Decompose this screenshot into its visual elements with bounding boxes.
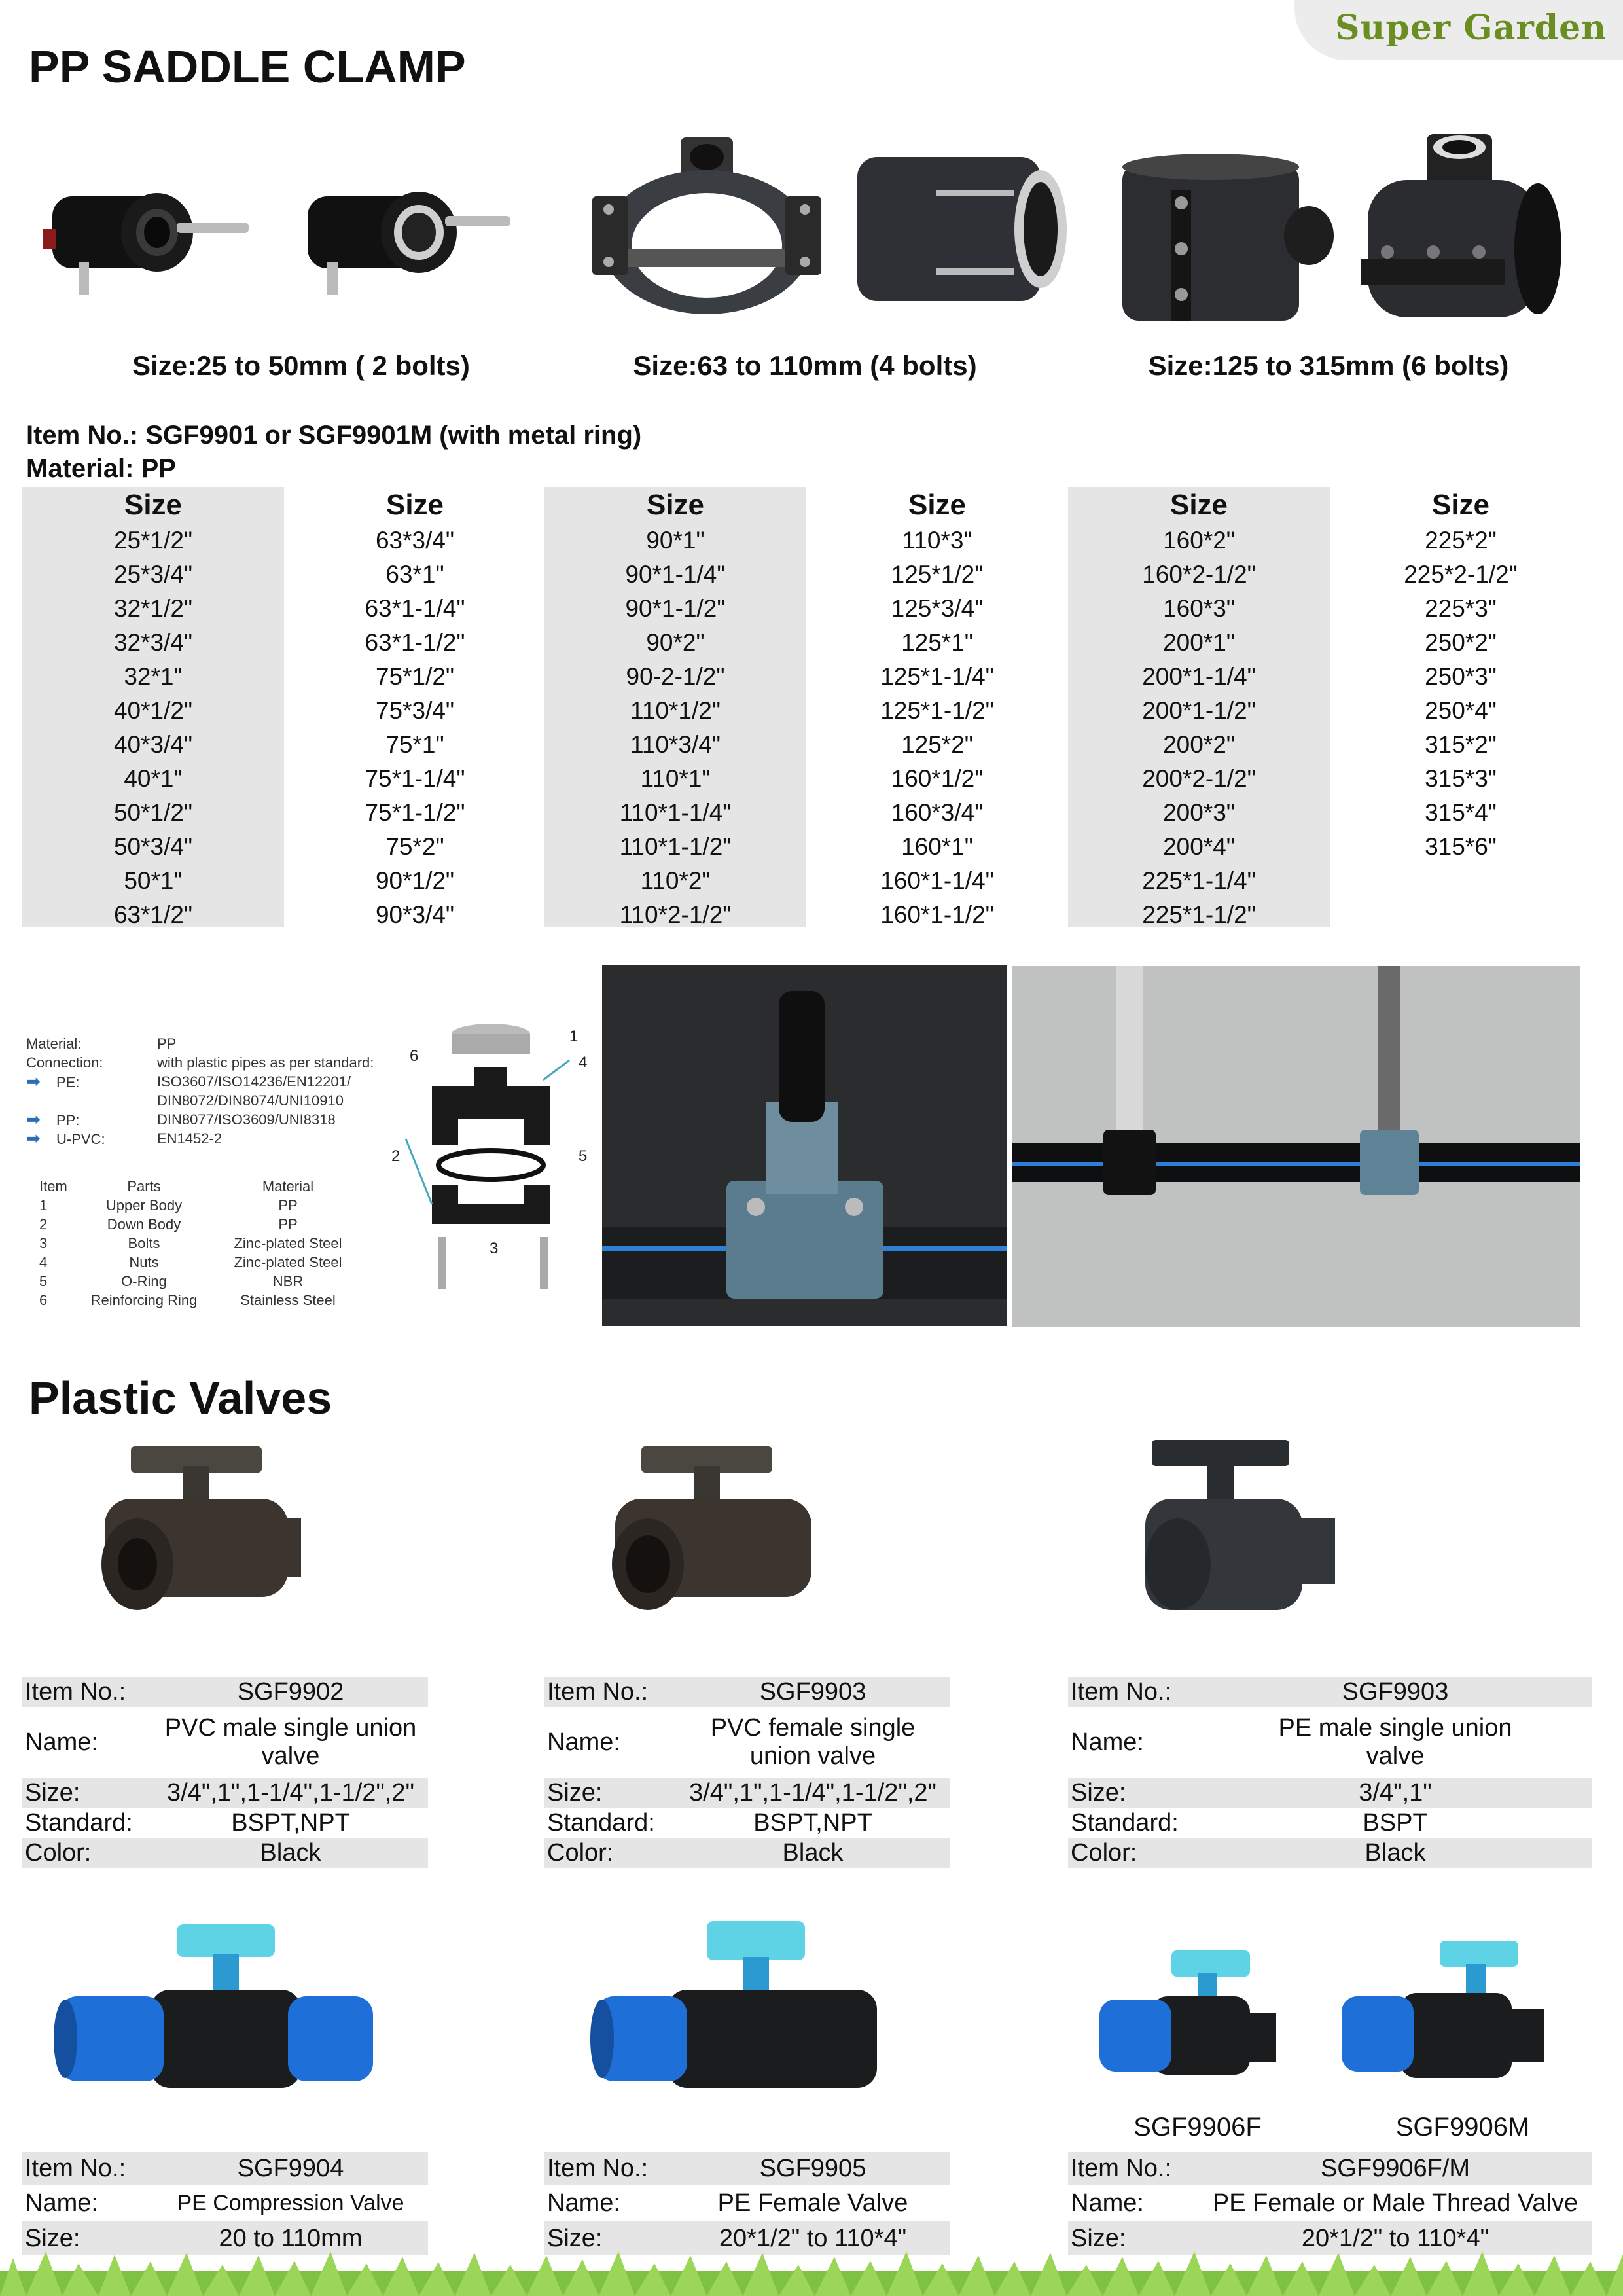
size-cell: 250*2" bbox=[1425, 629, 1497, 656]
section-title-saddle-clamp: PP SADDLE CLAMP bbox=[29, 41, 466, 92]
row-value: 3/4",1",1-1/4",1-1/2",2" bbox=[689, 1778, 936, 1806]
size-cell: 200*2-1/2" bbox=[1142, 765, 1256, 792]
table-row bbox=[22, 1778, 428, 1808]
size-cell: 63*1" bbox=[385, 561, 444, 588]
parts-cell: 2 bbox=[39, 1215, 48, 1232]
spec-key: Material: bbox=[26, 1035, 82, 1052]
size-cell: 160*3/4" bbox=[891, 799, 984, 826]
size-cell: 75*1-1/4" bbox=[365, 765, 465, 792]
row-value: 20 to 110mm bbox=[219, 2224, 363, 2252]
size-cell: 25*1/2" bbox=[113, 527, 193, 554]
table-row bbox=[544, 1707, 950, 1778]
table-row bbox=[22, 2221, 428, 2255]
row-value-multiline bbox=[153, 1714, 428, 1770]
brand-logo: Super Garden bbox=[1335, 8, 1607, 48]
parts-col-header: Parts bbox=[127, 1177, 161, 1194]
clamp-photo-medium-b bbox=[851, 151, 1073, 314]
row-value: BSPT,NPT bbox=[231, 1808, 350, 1837]
parts-cell: Bolts bbox=[128, 1234, 160, 1251]
size-cell: 200*1" bbox=[1163, 629, 1235, 656]
spec-row-material bbox=[26, 1034, 393, 1053]
size-cell: 50*3/4" bbox=[113, 833, 193, 860]
size-cell: 225*2" bbox=[1425, 527, 1497, 554]
table-row bbox=[1068, 1677, 1592, 1707]
size-cell: 225*3" bbox=[1425, 595, 1497, 622]
row-value: BSPT bbox=[1363, 1808, 1428, 1837]
size-cell: 63*1-1/2" bbox=[365, 629, 465, 656]
size-cell: 90*1/2" bbox=[375, 867, 455, 894]
clamp-photo-small-b bbox=[294, 151, 530, 295]
valve-photo-sgf9905 bbox=[589, 1918, 890, 2101]
size-header: Size bbox=[1169, 489, 1228, 521]
valve-photo-sgf9906f bbox=[1093, 1937, 1309, 2088]
row-label: Item No.: bbox=[1071, 1677, 1172, 1706]
callout-number: 1 bbox=[569, 1028, 579, 1045]
installed-photo-wall bbox=[1012, 966, 1580, 1327]
size-cell: 90*1-1/4" bbox=[625, 561, 726, 588]
row-value: PE Compression Valve bbox=[177, 2190, 404, 2215]
parts-cell: 4 bbox=[39, 1253, 48, 1270]
row-value: Black bbox=[260, 1839, 321, 1867]
row-label: Color: bbox=[1071, 1839, 1137, 1867]
size-cell: 160*1-1/4" bbox=[880, 867, 994, 894]
size-cell: 160*2" bbox=[1163, 527, 1235, 554]
spec-row-pe bbox=[26, 1072, 393, 1091]
caption-large-clamp: Size:125 to 315mm (6 bolts) bbox=[1148, 350, 1509, 381]
size-cell: 110*3" bbox=[902, 527, 972, 554]
name-line-2: union valve bbox=[749, 1742, 876, 1770]
row-value-multiline bbox=[1199, 1714, 1592, 1770]
parts-cell: 5 bbox=[39, 1272, 48, 1289]
size-header: Size bbox=[385, 489, 444, 521]
variant-label-m: SGF9906M bbox=[1395, 2113, 1530, 2142]
size-column-5 bbox=[1068, 487, 1330, 927]
size-cell: 90*1" bbox=[646, 527, 705, 554]
parts-cell: 3 bbox=[39, 1234, 48, 1251]
variant-label-f: SGF9906F bbox=[1133, 2113, 1262, 2142]
row-label: Size: bbox=[25, 2224, 80, 2252]
parts-cell: Zinc-plated Steel bbox=[234, 1234, 342, 1251]
parts-cell: Down Body bbox=[107, 1215, 181, 1232]
clamp-photo-small-a bbox=[39, 151, 275, 295]
callout-number: 2 bbox=[391, 1147, 401, 1165]
size-cell: 200*1-1/4" bbox=[1142, 663, 1256, 690]
table-row bbox=[22, 2185, 428, 2221]
size-cell: 315*2" bbox=[1425, 731, 1497, 758]
arrow-right-icon: ➡ bbox=[26, 1071, 41, 1091]
size-cell: 125*1-1/4" bbox=[880, 663, 994, 690]
parts-row bbox=[39, 1215, 380, 1234]
size-cell: 125*2" bbox=[901, 731, 973, 758]
size-cell: 110*3/4" bbox=[630, 731, 721, 758]
size-cell: 250*4" bbox=[1425, 697, 1497, 724]
parts-row bbox=[39, 1253, 380, 1272]
parts-table bbox=[39, 1177, 380, 1310]
size-column-3 bbox=[544, 487, 806, 927]
parts-col-header: Item bbox=[39, 1177, 67, 1194]
table-row bbox=[1068, 2152, 1592, 2185]
size-header: Size bbox=[1431, 489, 1490, 521]
spec-row-connection bbox=[26, 1053, 393, 1072]
table-row bbox=[22, 1707, 428, 1778]
size-cell: 125*3/4" bbox=[891, 595, 984, 622]
size-cell: 50*1" bbox=[124, 867, 183, 894]
parts-cell: NBR bbox=[272, 1272, 304, 1289]
valve-table-sgf9902 bbox=[22, 1677, 428, 1868]
row-label: Name: bbox=[1071, 1728, 1144, 1756]
table-row bbox=[1068, 2221, 1592, 2255]
table-row bbox=[544, 1778, 950, 1808]
row-value: BSPT,NPT bbox=[753, 1808, 872, 1837]
parts-cell: Zinc-plated Steel bbox=[234, 1253, 342, 1270]
spec-key: U-PVC: bbox=[56, 1131, 105, 1147]
parts-cell: Reinforcing Ring bbox=[90, 1291, 198, 1308]
size-cell: 110*1-1/4" bbox=[619, 799, 732, 826]
row-value: SGF9906F/M bbox=[1320, 2154, 1471, 2182]
size-cell: 75*1/2" bbox=[375, 663, 455, 690]
spec-value: with plastic pipes as per standard: bbox=[157, 1054, 374, 1071]
row-label: Item No.: bbox=[25, 1677, 126, 1706]
row-label: Name: bbox=[547, 1728, 620, 1756]
size-cell: 125*1" bbox=[901, 629, 973, 656]
size-cell: 160*1-1/2" bbox=[880, 901, 994, 928]
table-row bbox=[544, 2185, 950, 2221]
parts-header-row bbox=[39, 1177, 380, 1196]
exploded-diagram bbox=[393, 1008, 589, 1316]
parts-row bbox=[39, 1291, 380, 1310]
valve-table-sgf9903-pvc bbox=[544, 1677, 950, 1868]
size-cell: 250*3" bbox=[1425, 663, 1497, 690]
parts-cell: Stainless Steel bbox=[240, 1291, 336, 1308]
valve-table-sgf9903-pe bbox=[1068, 1677, 1592, 1868]
size-cell: 75*1" bbox=[385, 731, 444, 758]
row-label: Standard: bbox=[25, 1808, 133, 1837]
size-cell: 75*1-1/2" bbox=[365, 799, 465, 826]
table-row bbox=[1068, 1778, 1592, 1808]
table-row bbox=[544, 1677, 950, 1707]
size-cell: 315*3" bbox=[1425, 765, 1497, 792]
parts-cell: O-Ring bbox=[121, 1272, 167, 1289]
size-cell: 110*1-1/2" bbox=[619, 833, 732, 860]
size-cell: 40*1/2" bbox=[113, 697, 193, 724]
spec-key: Connection: bbox=[26, 1054, 103, 1071]
size-header: Size bbox=[646, 489, 705, 521]
row-label: Name: bbox=[1071, 2189, 1144, 2217]
clamp-item-no: Item No.: SGF9901 or SGF9901M (with metal ring) bbox=[26, 421, 642, 450]
row-label: Size: bbox=[547, 1778, 603, 1806]
row-value-multiline bbox=[675, 1714, 950, 1770]
valve-photo-sgf9906m bbox=[1335, 1934, 1558, 2091]
row-value: 3/4",1" bbox=[1359, 1778, 1432, 1806]
row-label: Size: bbox=[1071, 2224, 1126, 2252]
size-cell: 125*1/2" bbox=[891, 561, 984, 588]
row-label: Color: bbox=[547, 1839, 614, 1867]
row-label: Item No.: bbox=[1071, 2154, 1172, 2182]
size-cell: 90*3/4" bbox=[375, 901, 455, 928]
row-value: PE Female Valve bbox=[717, 2189, 908, 2217]
table-row bbox=[22, 2152, 428, 2185]
parts-cell: Upper Body bbox=[105, 1196, 183, 1213]
row-label: Size: bbox=[547, 2224, 603, 2252]
size-cell: 90*2" bbox=[646, 629, 705, 656]
parts-col-header: Material bbox=[262, 1177, 314, 1194]
parts-cell: 6 bbox=[39, 1291, 48, 1308]
clamp-photo-medium-a bbox=[589, 137, 825, 327]
size-cell: 90*1-1/2" bbox=[625, 595, 726, 622]
parts-cell: Nuts bbox=[129, 1253, 159, 1270]
row-label: Item No.: bbox=[547, 2154, 649, 2182]
size-cell: 32*3/4" bbox=[113, 629, 193, 656]
row-value: Black bbox=[1364, 1839, 1426, 1867]
size-column-1 bbox=[22, 487, 284, 927]
size-cell: 200*4" bbox=[1163, 833, 1235, 860]
row-label: Size: bbox=[25, 1778, 80, 1806]
row-label: Standard: bbox=[1071, 1808, 1179, 1837]
size-cell: 40*3/4" bbox=[113, 731, 193, 758]
size-cell: 40*1" bbox=[124, 765, 183, 792]
size-cell: 160*1" bbox=[901, 833, 973, 860]
table-row bbox=[1068, 1838, 1592, 1868]
size-cell: 25*3/4" bbox=[113, 561, 193, 588]
row-label: Item No.: bbox=[25, 2154, 126, 2182]
spec-value: EN1452-2 bbox=[157, 1130, 223, 1147]
valve-photo-sgf9904 bbox=[52, 1918, 380, 2101]
spec-table bbox=[26, 1034, 393, 1148]
arrow-right-icon: ➡ bbox=[26, 1109, 41, 1129]
clamp-photo-large-b bbox=[1355, 134, 1571, 331]
size-cell: 200*1-1/2" bbox=[1142, 697, 1256, 724]
parts-cell: 1 bbox=[39, 1196, 48, 1213]
row-value: 20*1/2" to 110*4" bbox=[1301, 2224, 1489, 2252]
size-cell: 63*1-1/4" bbox=[365, 595, 465, 622]
valve-photo-sgf9903-pvc bbox=[602, 1440, 825, 1636]
size-cell: 110*2" bbox=[640, 867, 711, 894]
size-column-6 bbox=[1330, 487, 1592, 927]
size-column-4 bbox=[806, 487, 1068, 927]
clamp-material: Material: PP bbox=[26, 454, 176, 483]
spec-value: DIN8072/DIN8074/UNI10910 bbox=[157, 1092, 344, 1109]
row-value: SGF9905 bbox=[759, 2154, 866, 2182]
table-row bbox=[544, 2221, 950, 2255]
size-cell: 63*3/4" bbox=[375, 527, 455, 554]
installed-photo-closeup bbox=[602, 965, 1007, 1326]
valve-table-sgf9904 bbox=[22, 2152, 428, 2255]
size-cell: 75*3/4" bbox=[375, 697, 455, 724]
size-cell: 315*6" bbox=[1425, 833, 1497, 860]
row-label: Item No.: bbox=[547, 1677, 649, 1706]
row-value: SGF9903 bbox=[759, 1677, 866, 1706]
row-label: Name: bbox=[547, 2189, 620, 2217]
row-label: Standard: bbox=[547, 1808, 655, 1837]
size-cell: 110*2-1/2" bbox=[619, 901, 732, 928]
table-row bbox=[544, 1838, 950, 1868]
table-row bbox=[544, 2152, 950, 2185]
table-row bbox=[22, 1838, 428, 1868]
spec-row-pe-cont bbox=[26, 1091, 393, 1110]
size-cell: 110*1" bbox=[640, 765, 711, 792]
callout-number: 4 bbox=[579, 1054, 588, 1071]
size-cell: 32*1/2" bbox=[113, 595, 193, 622]
row-label: Name: bbox=[25, 2189, 98, 2217]
row-label: Size: bbox=[1071, 1778, 1126, 1806]
size-cell: 50*1/2" bbox=[113, 799, 193, 826]
table-row bbox=[22, 1677, 428, 1707]
name-line-1: PVC male single union bbox=[164, 1714, 417, 1742]
size-header: Size bbox=[124, 489, 183, 521]
table-row bbox=[1068, 2185, 1592, 2221]
valve-table-sgf9906 bbox=[1068, 2152, 1592, 2255]
spec-row-pp bbox=[26, 1110, 393, 1129]
size-cell: 160*2-1/2" bbox=[1142, 561, 1256, 588]
arrow-right-icon: ➡ bbox=[26, 1128, 41, 1148]
size-cell: 200*3" bbox=[1163, 799, 1235, 826]
valve-table-sgf9905 bbox=[544, 2152, 950, 2255]
spec-value: ISO3607/ISO14236/EN12201/ bbox=[157, 1073, 351, 1090]
size-cell: 63*1/2" bbox=[113, 901, 193, 928]
spec-value: PP bbox=[157, 1035, 177, 1052]
size-cell: 315*4" bbox=[1425, 799, 1497, 826]
spec-row-upvc bbox=[26, 1129, 393, 1148]
size-column-2 bbox=[284, 487, 546, 927]
row-value: Black bbox=[782, 1839, 844, 1867]
spec-value: DIN8077/ISO3609/UNI8318 bbox=[157, 1111, 336, 1128]
parts-row bbox=[39, 1272, 380, 1291]
caption-medium-clamp: Size:63 to 110mm (4 bolts) bbox=[633, 350, 977, 381]
size-header: Size bbox=[908, 489, 967, 521]
callout-number: 5 bbox=[579, 1147, 588, 1165]
grass-footer-decoration bbox=[0, 2251, 1623, 2296]
size-cell: 200*2" bbox=[1163, 731, 1235, 758]
row-label: Name: bbox=[25, 1728, 98, 1756]
name-line-2: valve bbox=[261, 1742, 320, 1770]
callout-number: 6 bbox=[410, 1047, 419, 1065]
spec-key: PP: bbox=[56, 1112, 80, 1128]
table-row bbox=[1068, 1707, 1592, 1778]
row-value: SGF9903 bbox=[1342, 1677, 1449, 1706]
size-cell: 75*2" bbox=[385, 833, 444, 860]
valve-photo-sgf9902 bbox=[92, 1440, 314, 1636]
clamp-photo-large-a bbox=[1119, 151, 1335, 327]
spec-key: PE: bbox=[56, 1074, 80, 1090]
parts-row bbox=[39, 1196, 380, 1215]
size-cell: 110*1/2" bbox=[630, 697, 721, 724]
size-cell: 160*1/2" bbox=[891, 765, 984, 792]
name-line-1: PE male single union bbox=[1278, 1714, 1512, 1742]
table-row bbox=[544, 1808, 950, 1838]
section-title-plastic-valves: Plastic Valves bbox=[29, 1372, 332, 1424]
row-label: Color: bbox=[25, 1839, 92, 1867]
name-line-2: valve bbox=[1366, 1742, 1425, 1770]
size-cell: 225*2-1/2" bbox=[1404, 561, 1518, 588]
size-cell: 225*1-1/2" bbox=[1142, 901, 1256, 928]
table-row bbox=[1068, 1808, 1592, 1838]
row-value: SGF9904 bbox=[237, 2154, 344, 2182]
name-line-1: PVC female single bbox=[710, 1714, 916, 1742]
valve-photo-sgf9903-pe bbox=[1132, 1433, 1355, 1636]
parts-cell: PP bbox=[278, 1196, 298, 1213]
size-cell: 90-2-1/2" bbox=[626, 663, 725, 690]
size-cell: 225*1-1/4" bbox=[1142, 867, 1256, 894]
row-value: PE Female or Male Thread Valve bbox=[1212, 2189, 1578, 2217]
size-cell: 160*3" bbox=[1163, 595, 1235, 622]
parts-row bbox=[39, 1234, 380, 1253]
callout-number: 3 bbox=[490, 1240, 499, 1257]
row-value: 3/4",1",1-1/4",1-1/2",2" bbox=[167, 1778, 414, 1806]
row-value: SGF9902 bbox=[237, 1677, 344, 1706]
parts-cell: PP bbox=[278, 1215, 298, 1232]
size-cell: 32*1" bbox=[124, 663, 183, 690]
table-row bbox=[22, 1808, 428, 1838]
caption-small-clamp: Size:25 to 50mm ( 2 bolts) bbox=[132, 350, 470, 381]
size-cell: 125*1-1/2" bbox=[880, 697, 994, 724]
row-value: 20*1/2" to 110*4" bbox=[719, 2224, 907, 2252]
